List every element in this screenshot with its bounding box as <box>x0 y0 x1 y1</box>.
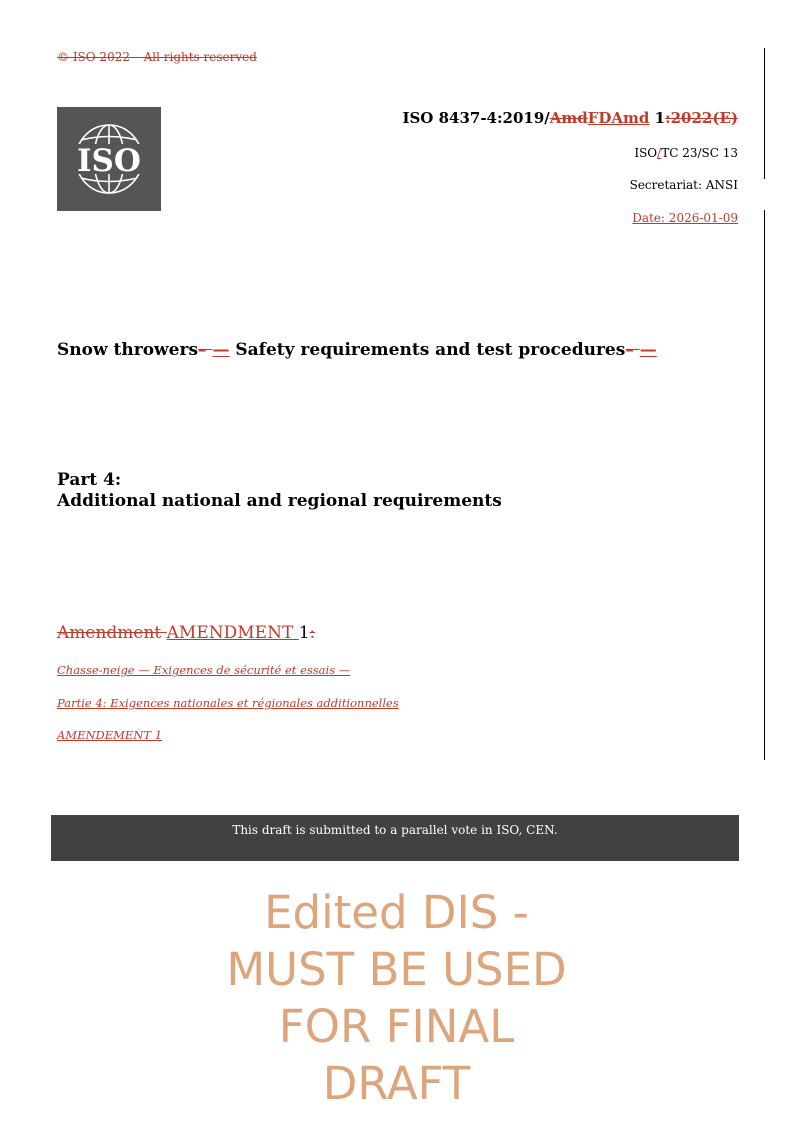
globe-icon <box>57 107 161 211</box>
committee <box>634 146 738 160</box>
french-title-line: Partie 4: Exigences nationales et régionales additionnelles <box>57 696 399 710</box>
watermark-line: DRAFT <box>322 1057 471 1110</box>
committee-post: TC 23/SC 13 <box>661 146 738 160</box>
change-bar <box>764 48 765 179</box>
amendment-heading <box>57 623 315 643</box>
doc-inserted-amd: FDAmd <box>587 109 650 127</box>
french-title-line: Chasse-neige — Exigences de sécurité et essais — <box>57 663 351 677</box>
document-date: Date: 2026-01-09 <box>632 211 738 225</box>
watermark-line: MUST BE USED <box>226 943 567 996</box>
committee-pre: ISO <box>634 146 658 160</box>
change-bar <box>764 210 765 760</box>
title-inserted-dash-end: — <box>639 340 657 360</box>
amendment-deleted: Amendment <box>57 623 167 643</box>
title-inserted-dash: — <box>212 340 230 360</box>
title-deleted-dash-end: – <box>625 340 640 360</box>
part-subtitle: Additional national and regional requirements <box>57 491 502 511</box>
amendment-inserted: AMENDMENT <box>166 623 299 643</box>
logo-text: ISO <box>77 143 141 179</box>
watermark-line: FOR FINAL <box>278 1000 515 1053</box>
doc-deleted-amd: Amd <box>549 109 588 127</box>
vote-banner <box>51 815 739 861</box>
amendment-deleted-colon: : <box>309 623 316 643</box>
amendment-number: 1 <box>298 623 310 643</box>
watermark <box>0 884 793 1112</box>
doc-deleted-suffix: :2022(E) <box>665 109 738 127</box>
watermark-line: Edited DIS - <box>264 886 529 939</box>
copyright-notice: © ISO 2022 – All rights reserved <box>57 50 257 64</box>
title-main: Snow throwers <box>57 340 199 360</box>
doc-base: ISO 8437-4:2019/ <box>402 109 550 127</box>
document-title <box>57 340 657 360</box>
secretariat: Secretariat: ANSI <box>629 178 738 192</box>
doc-amd-number: 1 <box>649 109 666 127</box>
part-heading <box>57 470 502 512</box>
title-deleted-dash: – <box>198 340 213 360</box>
committee-inserted: / <box>657 146 662 160</box>
document-number <box>402 109 738 127</box>
iso-logo <box>57 107 161 211</box>
title-middle: Safety requirements and test procedures <box>229 340 626 360</box>
part-label: Part 4: <box>57 470 122 490</box>
french-title-line: AMENDEMENT 1 <box>57 728 163 742</box>
vote-banner-text: This draft is submitted to a parallel vote in ISO, CEN. <box>232 823 558 837</box>
